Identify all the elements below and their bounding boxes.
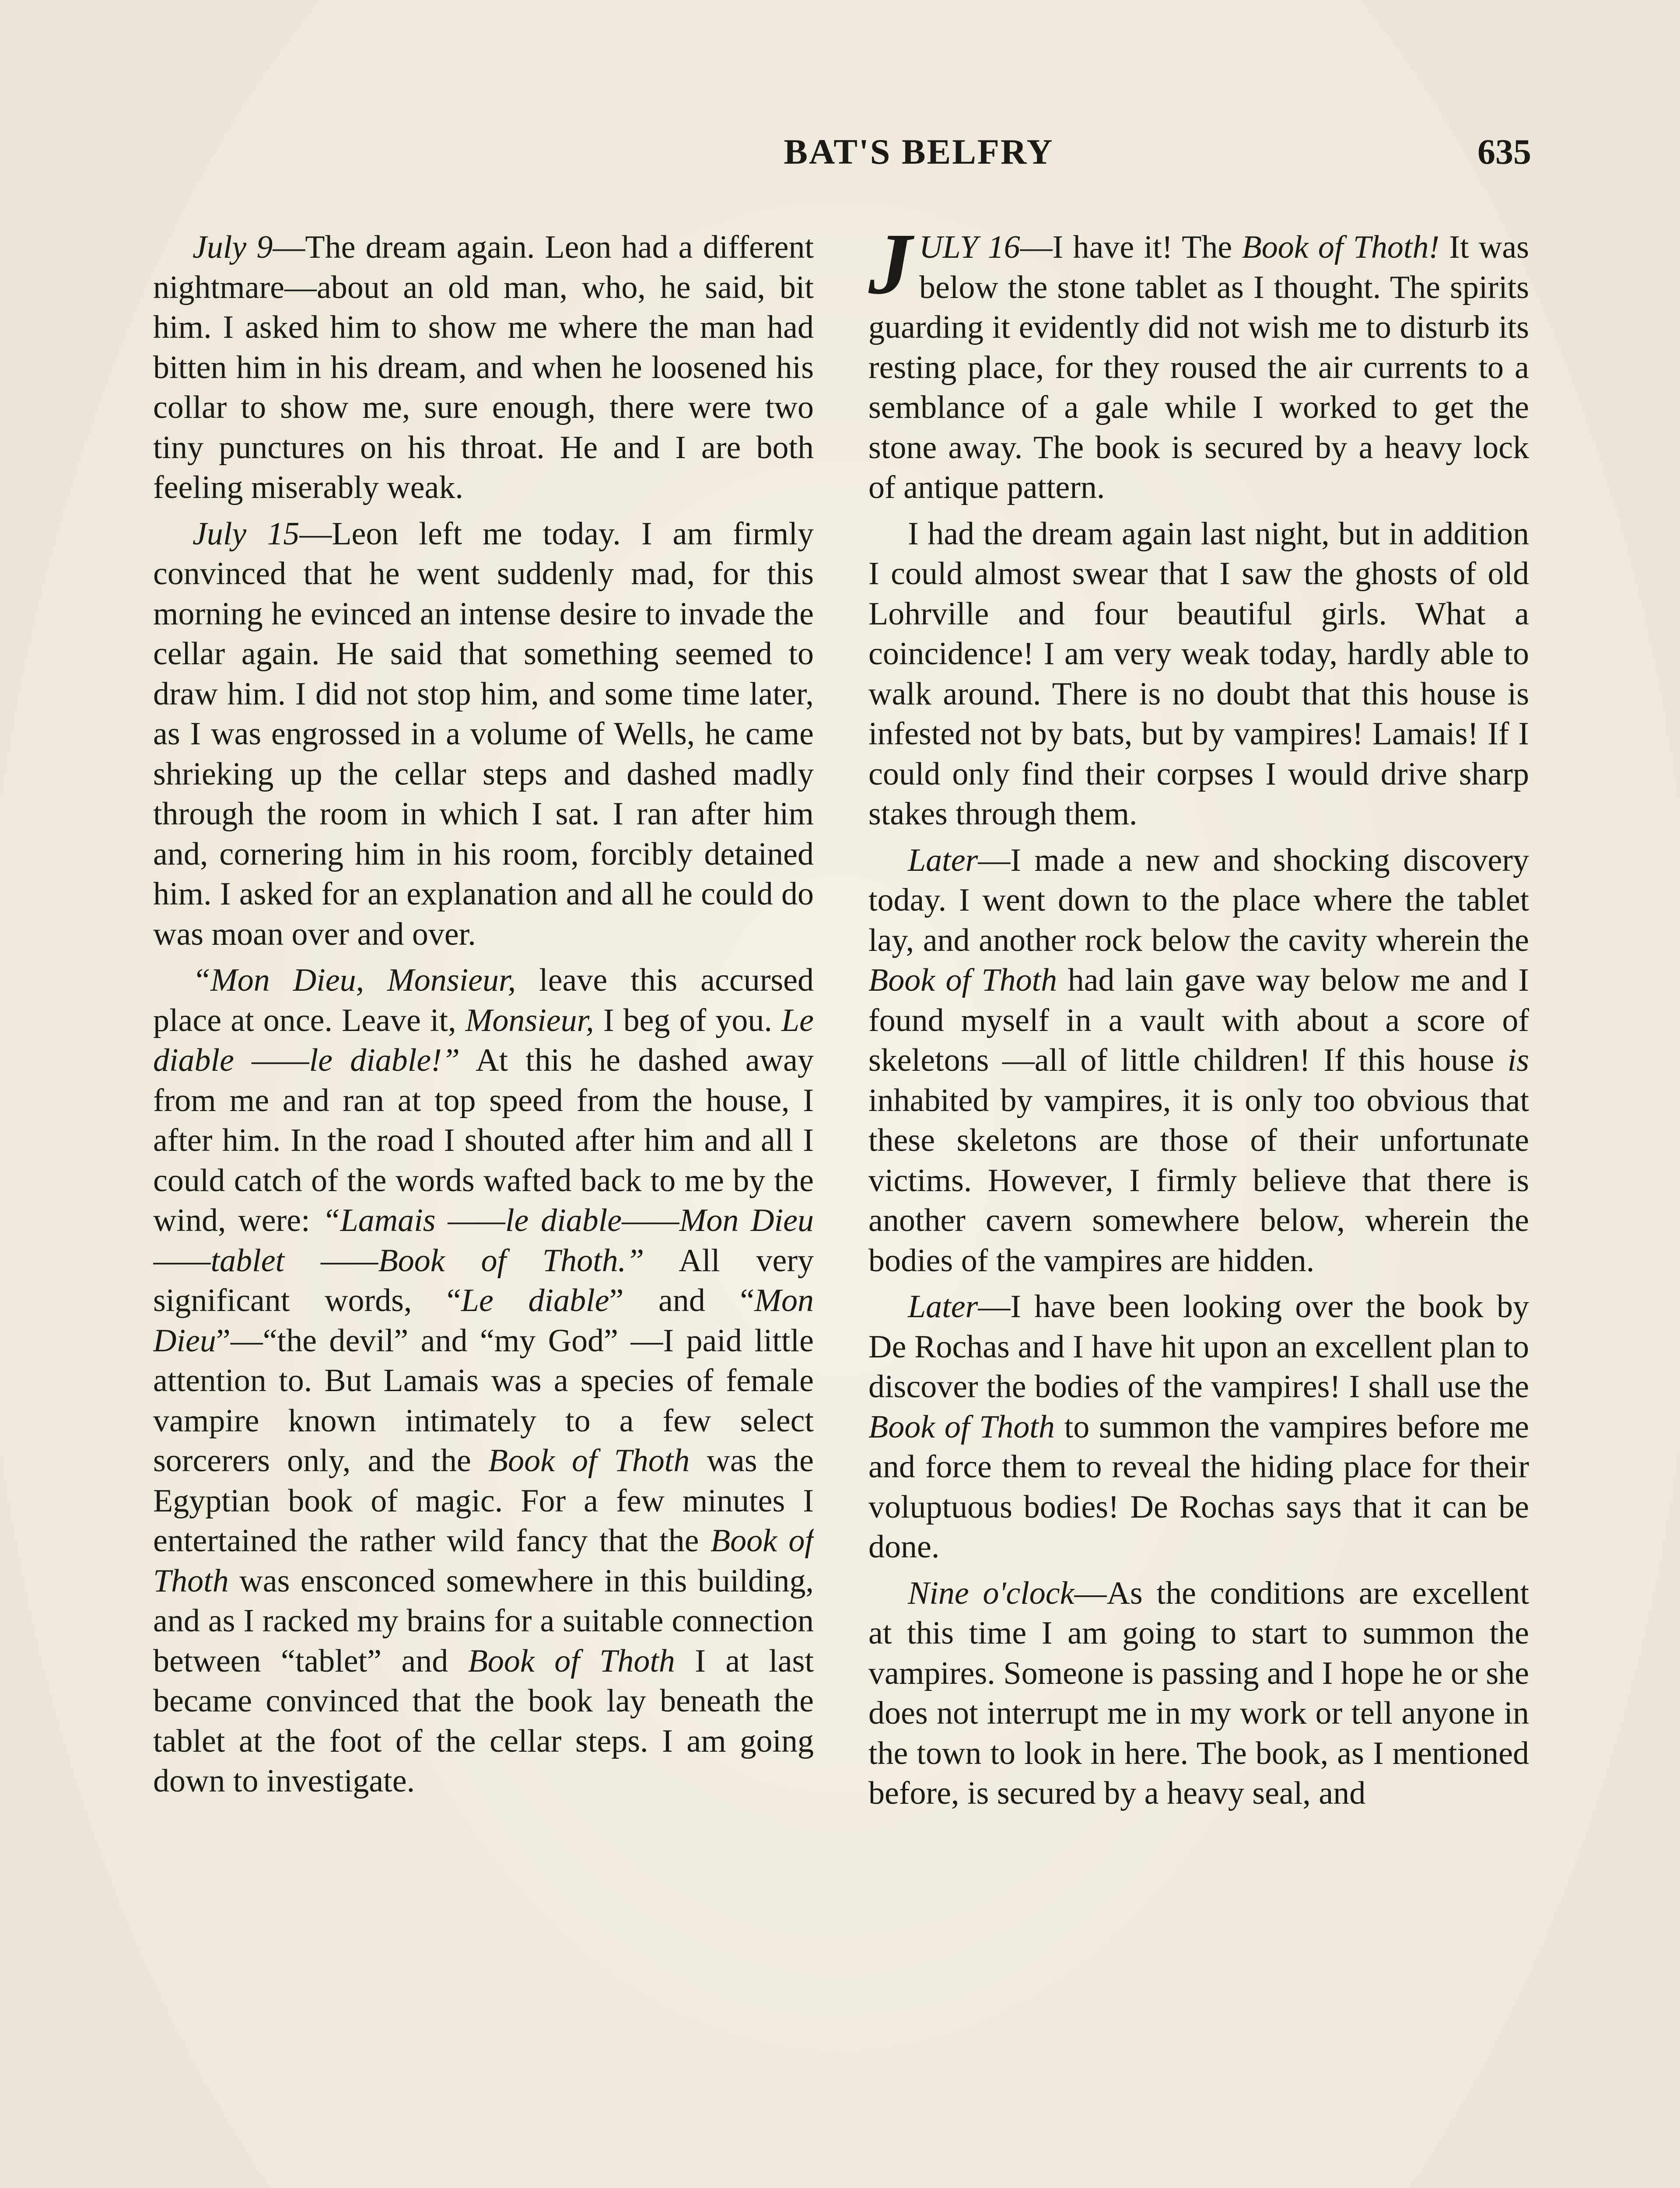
running-title: BAT'S BELFRY [784, 132, 1054, 172]
entry-text: —The dream again. Leon had a different nightmare—about an old man, who, he said, bit him. I asked him to show me where the man had bitten him in his dream, and when he loosened his collar to show me, sure enough, there were two tiny punctures on his throat. He and I are both feeling miserably weak. [153, 229, 814, 505]
text: I beg of you. [594, 1002, 781, 1038]
quote-mark: “ [192, 962, 211, 998]
italic-text: Mon Dieu [153, 1283, 814, 1359]
italic-text: “Lamais ——le diable——Mon Dieu——tablet ——Book of Thoth.” [153, 1203, 814, 1279]
text: All very significant words, “ [153, 1242, 814, 1318]
text: ”—“the devil” and “my God” —I paid little attention to. But Lamais was a species of female vampire known intimately to a few select sorcerers only, and the [153, 1322, 814, 1479]
italic-text: Book of Thoth [868, 1409, 1055, 1445]
entry-text: —Leon left me today. I am firmly convinced that he went suddenly mad, for this morning he evinced an intense desire to invade the cellar again. He said that something seemed to draw him. I did not stop him, and some time later, as I was engrossed in a volume of Wells, he came shrieking up the cellar steps and dashed madly through the room in which I sat. I ran after him and, cornering him in his room, forcibly detained him. I asked for an explanation and all he could do was moan over and over. [153, 515, 814, 952]
text: It was below the stone tablet as I thought. The spirits guarding it evidently did not wish me to disturb its resting place, for they roused the air currents to a semblance of a gale while I worked to get the stone away. The book is secured by a heavy lock of antique pattern. [868, 229, 1529, 505]
paragraph-dream [868, 514, 1529, 835]
right-column [868, 228, 1529, 1820]
text: —As the conditions are excellent at this time I am going to start to summon the vampires. Someone is passing and I hope he or she does not interrupt me in my work or tell anyone in the town to look in here. The book, as I mentioned before, is secured by a heavy seal, and [868, 1575, 1529, 1811]
text: At this he dashed away from me and ran at top speed from the house, I after him. In the road I shouted after him and all I could catch of the words wafted back to me by the wind, were: [153, 1042, 814, 1238]
entry-date: July 9 [192, 229, 273, 265]
entry-date: July 15 [192, 515, 300, 552]
entry-nine-oclock [868, 1574, 1529, 1814]
text: leave this accursed place at once. Leave it, [153, 962, 814, 1038]
paragraph-mon-dieu [153, 961, 814, 1802]
entry-later-1 [868, 841, 1529, 1281]
text: inhabited by vampires, it is only too obvious that these skeletons are those of their unfortunate victims. However, I firmly believe that there is another cavern somewhere below, wherein the bodies of the vampires are hidden. [868, 1082, 1529, 1279]
drop-cap: J [868, 228, 912, 312]
italic-text: Book of Thoth! [1242, 229, 1440, 265]
entry-date: Later [908, 842, 978, 878]
italic-text: Le diable [461, 1283, 609, 1318]
italic-text: Mon Dieu, Monsieur, [210, 962, 516, 998]
text: ” and “ [609, 1283, 755, 1318]
italic-text: Book of Thoth [153, 1523, 814, 1599]
entry-date: ULY 16 [919, 229, 1020, 265]
entry-july-15 [153, 514, 814, 955]
text: —I have it! The [1020, 229, 1242, 265]
italic-text: Book of Thoth [488, 1443, 690, 1479]
text: I at last became convinced that the book lay beneath the tablet at the foot of the cellar steps. I am going down to investigate. [153, 1643, 814, 1799]
text: was ensconced somewhere in this building, and as I racked my brains for a suitable connection between “tablet” and [153, 1563, 814, 1679]
left-column [153, 228, 814, 1808]
italic-text: Book of Thoth [868, 962, 1057, 998]
entry-july-9 [153, 228, 814, 508]
entry-july-16 [868, 228, 1529, 508]
italic-text: Monsieur, [465, 1002, 594, 1038]
page-number: 635 [1477, 132, 1531, 172]
italic-text: Le diable ——le diable!” [153, 1002, 814, 1078]
text: I had the dream again last night, but in addition I could almost swear that I saw the ghosts of old Lohrville and four beautiful girls. What a coincidence! I am very weak today, hardly able to walk around. There is no doubt that this house is infested not by bats, but by vampires! Lamais! If I could only find their corpses I would drive sharp stakes through them. [868, 515, 1529, 832]
text: —I have been looking over the book by De Rochas and I have hit upon an excellent plan to discover the bodies of the vampires! I shall use the [868, 1289, 1529, 1405]
entry-later-2 [868, 1287, 1529, 1567]
entry-date: Later [908, 1289, 978, 1325]
italic-text: is [1507, 1042, 1529, 1078]
text: was the Egyptian book of magic. For a few minutes I entertained the rather wild fancy that the [153, 1443, 814, 1559]
text: had lain gave way below me and I found myself in a vault with about a score of skeletons —all of little children! If this house [868, 962, 1529, 1078]
italic-text: Book of Thoth [468, 1643, 675, 1679]
text: —I made a new and shocking discovery today. I went down to the place where the tablet lay, and another rock below the cavity wherein the [868, 842, 1529, 958]
entry-date: Nine o'clock [908, 1575, 1074, 1611]
page-header [153, 131, 1531, 179]
text: to summon the vampires before me and force them to reveal the hiding place for their voluptuous bodies! De Rochas says that it can be done. [868, 1409, 1529, 1565]
